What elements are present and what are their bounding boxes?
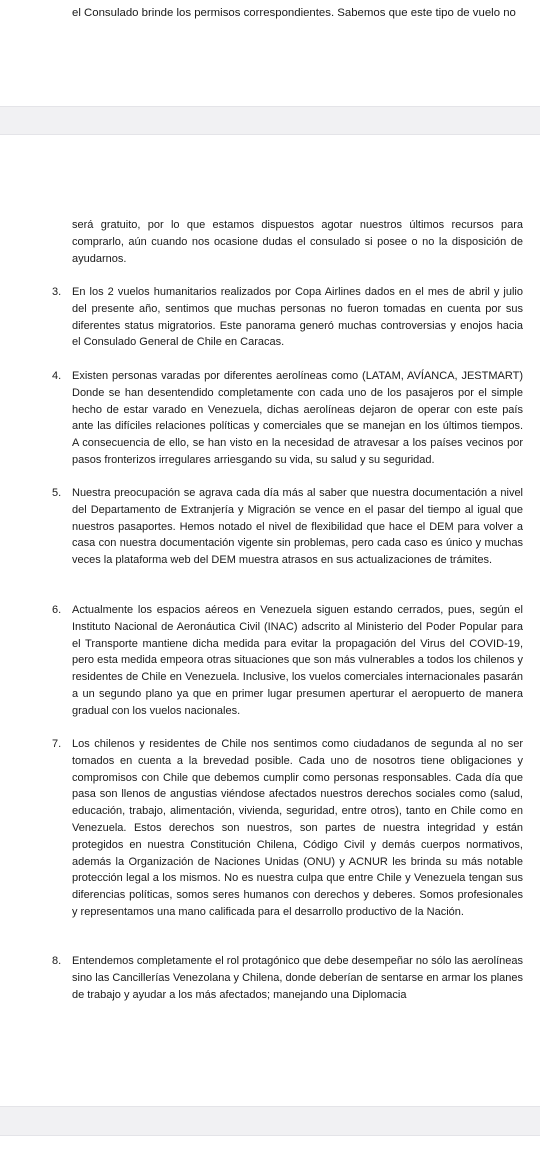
page-break (0, 1106, 540, 1136)
top-fragment-line: el Consulado brinde los permisos correspondientes. Sabemos que este tipo de vuelo no (72, 7, 516, 19)
list-item-text: Existen personas varadas por diferentes aerolíneas como (LATAM, AVÍANCA, JESTMART) Donde se han desentendido completamente con cada uno de los pasajeros por el simple hecho de estar varado en Venezuela, dichas aerolíneas dejaron de operar con este país ante las difíciles relaciones políticas y comerciales que se manejan en los últimos tiempos. A consecuencia de ello, se han visto en la necesidad de atravesar a los países vecinos por pasos fronterizos irregulares arriesgando su vida, su salud y su seguridad. (72, 370, 523, 466)
list-item-8 (52, 953, 523, 1003)
list-item-4 (52, 368, 523, 469)
list-item-number: 6. (52, 604, 62, 616)
list-item-text: Actualmente los espacios aéreos en Venezuela siguen estando cerrados, pues, según el Instituto Nacional de Aeronáutica Civil (INAC) adscrito al Ministerio del Poder Popular para el Transporte mantiene dicha medida para evitar la propagación del Virus del COVID-19, pero esta medida empeora otras situaciones que son más vulnerables a todos los chilenos y residentes de Chile en Venezuela. Inclusive, los vuelos comerciales internacionales pasarán a un segundo plano ya que en primer lugar presumen aperturar el aeropuerto de manera gradual con los vuelos nacionales. (72, 604, 523, 717)
list-item-number: 7. (52, 738, 62, 750)
list-item-number: 5. (52, 487, 62, 499)
list-item-number: 4. (52, 370, 62, 382)
list-item-3 (52, 284, 523, 351)
list-item-text: Los chilenos y residentes de Chile nos sentimos como ciudadanos de segunda al no ser tomados en cuenta a la brevedad posible. Cada uno de nosotros tiene obligaciones y compromisos con Chile que debemos cumplir como personas responsables. Cada día que pasa son llenos de angustias viéndose afectados nuestros derechos sociales como (salud, educación, trabajo, alimentación, vivienda, seguridad, entre otros), tanto en Chile como en Venezuela. Estos derechos son nuestros, son partes de nuestra integridad y están protegidos en nuestra Constitución Chilena, Código Civil y demás cuerpos normativos, además la Organización de Naciones Unidas (ONU) y ACNUR les brinda su más notable protección legal a los mismos. No es nuestra culpa que entre Chile y Venezuela tengan sus diferencias políticas, somos seres humanos con derechos y deberes. Somos profesionales y representamos una mano calificada para el desarrollo productivo de la Nación. (72, 738, 523, 918)
page-break (0, 106, 540, 135)
list-item-number: 3. (52, 286, 62, 298)
list-item-text: En los 2 vuelos humanitarios realizados por Copa Airlines dados en el mes de abril y julio del presente año, sentimos que muchas personas no fueron tomadas en cuenta por sus diferentes status migratorios. Este panorama generó muchas controversias y enojos hacia el Consulado General de Chile en Caracas. (72, 286, 523, 349)
list-item-5 (52, 485, 523, 569)
list-item-6 (52, 602, 523, 720)
list-item-text: Nuestra preocupación se agrava cada día más al saber que nuestra documentación a nivel del Departamento de Extranjería y Migración se vence en el pasar del tiempo al igual que nuestros pasaportes. Hemos notado el nivel de flexibilidad que hace el DEM para volver a casa con nuestra documentación vigente sin problemas, pero cada caso es único y muchas veces la plataforma web del DEM muestra atrasos en sus actualizaciones de trámites. (72, 487, 523, 567)
continuation-paragraph: será gratuito, por lo que estamos dispuestos agotar nuestros últimos recursos para comprarlo, aún cuando nos ocasione dudas el consulado si posee o no la disposición de ayudarnos. (72, 219, 523, 265)
list-item-7 (52, 736, 523, 921)
list-item-text: Entendemos completamente el rol protagónico que debe desempeñar no sólo las aerolíneas sino las Cancillerías Venezolana y Chilena, donde deberían de sentarse en armar los planes de trabajo y ayudar a los más afectados; manejando una Diplomacia (72, 955, 523, 1001)
list-item-number: 8. (52, 955, 62, 967)
